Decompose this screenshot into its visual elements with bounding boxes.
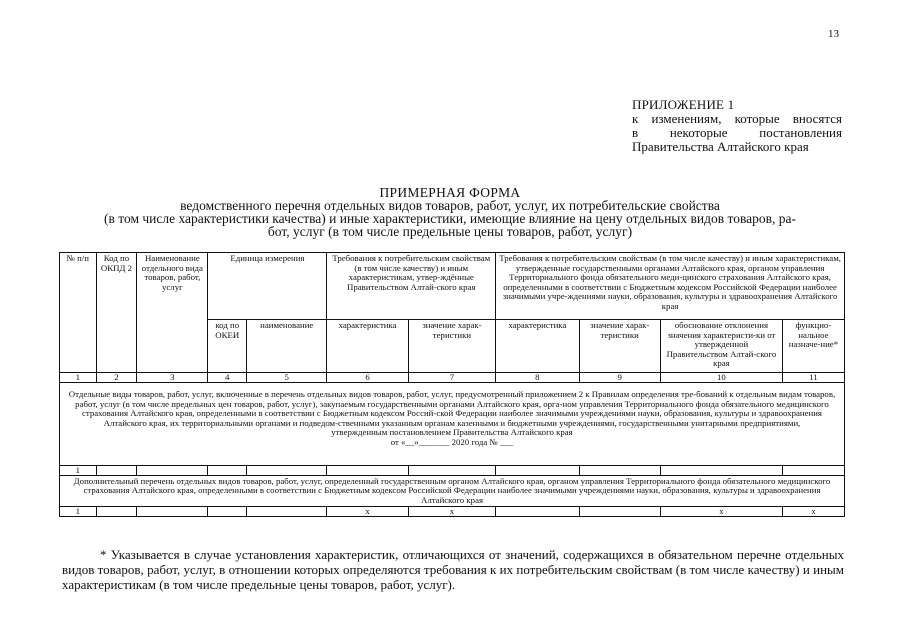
appendix-title: ПРИЛОЖЕНИЕ 1	[632, 97, 735, 112]
column-number: 6	[327, 373, 408, 383]
column-number: 5	[247, 373, 327, 383]
header-characteristic: характеристика	[327, 320, 408, 373]
header-characteristic: характеристика	[496, 320, 579, 373]
table-cell	[496, 507, 579, 517]
table-cell: x	[782, 507, 844, 517]
header-deviation: обоснование отклонения значения характеристи-ки от утвержденной Правительством Алтай-ского края	[660, 320, 782, 373]
appendix-block	[632, 98, 842, 154]
header-unit: Единица измерения	[208, 253, 327, 320]
section-date-line: от «__»_______ 2020 года № ___	[390, 436, 514, 447]
header-req-gov: Требования к потребительским свойствам (в том числе качеству) и иным характеристикам, утвер-ждённые Правительством Алтай-ского края	[327, 253, 496, 320]
table-cell	[579, 465, 660, 475]
table-cell: x	[660, 507, 782, 517]
section-cell	[60, 383, 845, 466]
table-cell	[660, 465, 782, 475]
table-cell	[247, 465, 327, 475]
header-unit-name: наименование	[247, 320, 327, 373]
document-title-block	[55, 186, 845, 238]
table-cell	[208, 465, 247, 475]
document-subtitle-line: бот, услуг (в том числе предельные цены товаров, работ, услуг)	[267, 224, 633, 239]
table-row	[60, 465, 845, 475]
table-cell	[579, 507, 660, 517]
column-number-row	[60, 373, 845, 383]
appendix-line: в некоторые постановления	[632, 125, 842, 140]
header-characteristic-value: значение харак-теристики	[579, 320, 660, 373]
table-cell	[327, 465, 408, 475]
section-text: Отдельные виды товаров, работ, услуг, включенные в перечень отдельных видов товаров, работ, услуг, предусмотренный приложением 2 к Правилам определения тре-бований к отдельным видам товаров, работ, услуг (в том числе предельных цен товаров, работ, услуг), закупаемым государственными органами Алтайского края, орга-ном управления Территориального фонда обязательного медицинского страхования Алтайского края, определенными в соответствии с Бюджетным кодексом Россий-ской Федерации наиболее значимыми учреждениями науки, образования, культуры и здравоохранения Алтайского края, их территориальными органами и подведом-ственными указанным органам казенными и бюджетными учреждениями, государственными унитарными предприятиями,	[68, 389, 836, 428]
header-okei: код по ОКЕИ	[208, 320, 247, 373]
section-row	[60, 383, 845, 466]
column-number: 10	[660, 373, 782, 383]
table-cell	[496, 465, 579, 475]
additional-section-text: Дополнительный перечень отдельных видов товаров, работ, услуг, определенный государственным органом Алтайского края, органом управления Территориального фонда обязательного медицинского страхования Алтайского края, определенными в соответствии с Бюджетным кодексом Российской Федерации наиболее значимыми учреждениями науки, образования, культуры и здравоохранения Алтайского края	[60, 475, 845, 507]
appendix-line: к изменениям, которые вносятся	[632, 111, 842, 126]
table-cell	[96, 507, 137, 517]
header-name: Наименование отдельного вида товаров, работ, услуг	[137, 253, 208, 373]
header-purpose: функцио-нальное назначе-ние*	[782, 320, 844, 373]
column-number: 9	[579, 373, 660, 383]
footnote: * Указывается в случае установления характеристик, отличающихся от значений, содержащихся в обязательном перечне отдельных видов товаров, работ, услуг, в отношении которых определяются требования к их потребительским свойствам (в том числе качеству) и иным характеристикам (в том числе предельные цены товаров, работ, услуг).	[62, 547, 844, 592]
table-cell	[137, 465, 208, 475]
table-cell: x	[408, 507, 495, 517]
appendix-line: Правительства Алтайского края	[632, 139, 809, 154]
document-title: ПРИМЕРНАЯ ФОРМА	[379, 185, 521, 200]
table-cell	[408, 465, 495, 475]
row-number: 1	[60, 507, 97, 517]
table-cell: x	[327, 507, 408, 517]
table-cell	[247, 507, 327, 517]
table-row	[60, 507, 845, 517]
table-cell	[782, 465, 844, 475]
column-number: 2	[96, 373, 137, 383]
document-subtitle-line: (в том числе характеристики качества) и иные характеристики, имеющие влияние на цену отдельных видов товаров, ра-	[103, 211, 796, 226]
header-characteristic-value: значение харак-теристики	[408, 320, 495, 373]
column-number: 1	[60, 373, 97, 383]
header-row	[60, 253, 845, 320]
table-cell	[208, 507, 247, 517]
column-number: 3	[137, 373, 208, 383]
form-table	[59, 252, 845, 517]
page-number: 13	[828, 28, 839, 40]
column-number: 8	[496, 373, 579, 383]
header-okpd: Код по ОКПД 2	[96, 253, 137, 373]
column-number: 4	[208, 373, 247, 383]
table-cell	[137, 507, 208, 517]
column-number: 11	[782, 373, 844, 383]
table-cell	[96, 465, 137, 475]
section-approved-text: утвержденным постановлением Правительства Алтайского края	[331, 427, 573, 438]
header-req-authorities: Требования к потребительским свойствам (в том числе качеству) и иным характеристикам, утвержденные государственными органами Алтайского края, органом управления Территориального фонда обязательного меди-цинского страхования Алтайского края, определенными в соответствии с Бюджетным кодексом Российской Федерации наиболее значимыми учре-ждениями науки, образования, культуры и здравоохранения Алтайского края	[496, 253, 845, 320]
document-subtitle-line: ведомственного перечня отдельных видов товаров, работ, услуг, их потребительские свойства	[180, 198, 720, 213]
additional-section-row	[60, 475, 845, 507]
header-num: № п/п	[60, 253, 97, 373]
row-number: 1	[60, 465, 97, 475]
column-number: 7	[408, 373, 495, 383]
